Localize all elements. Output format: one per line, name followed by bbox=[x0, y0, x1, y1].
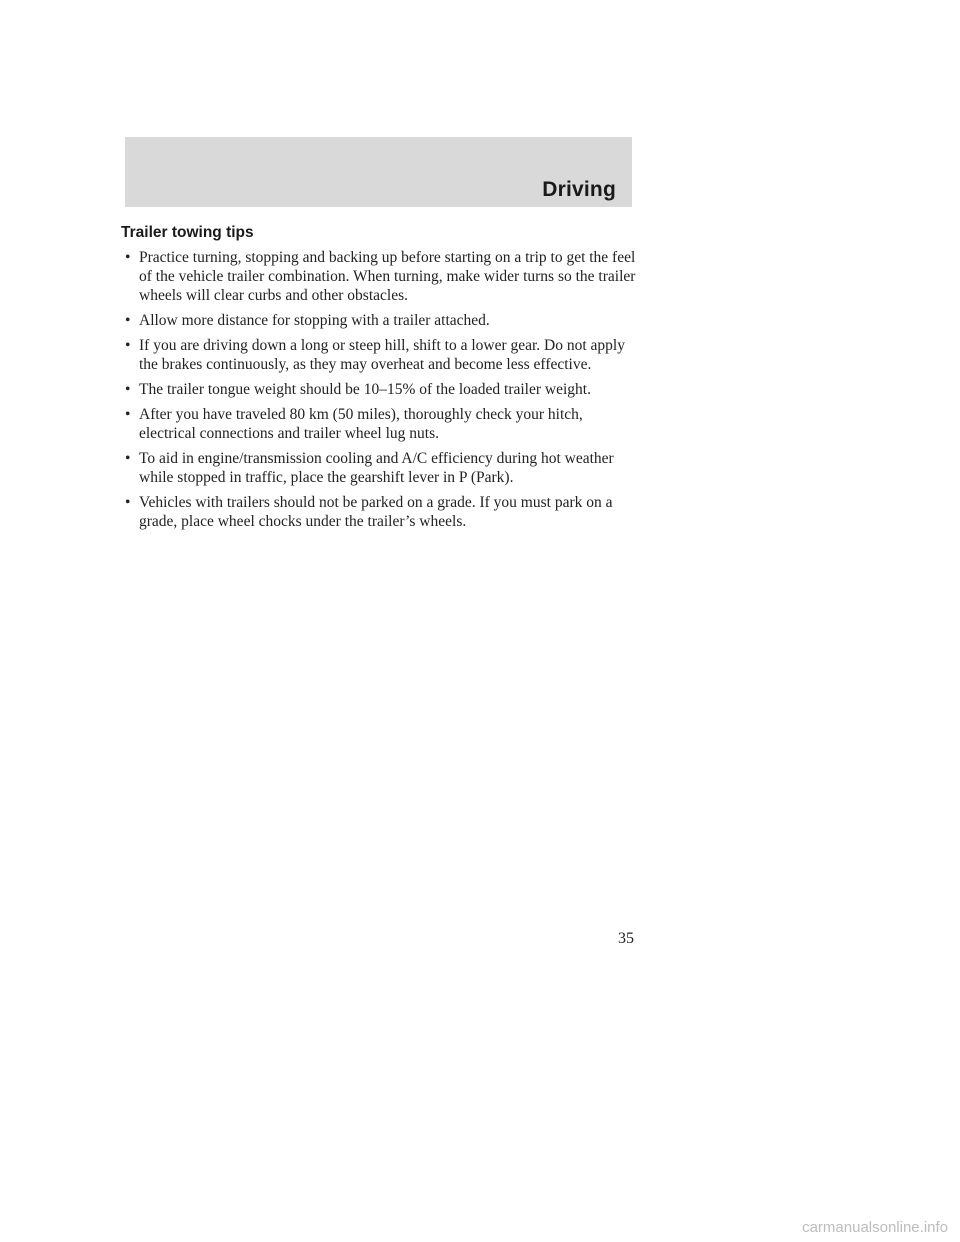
bullet-icon: • bbox=[125, 381, 131, 398]
chapter-header-band bbox=[125, 137, 632, 207]
bullet-icon: • bbox=[125, 249, 131, 266]
list-item bbox=[121, 380, 641, 399]
section-heading: Trailer towing tips bbox=[121, 224, 254, 241]
main-content bbox=[121, 223, 641, 537]
bullet-icon: • bbox=[125, 406, 131, 423]
list-item bbox=[121, 336, 641, 374]
bullet-icon: • bbox=[125, 450, 131, 467]
tip-text: The trailer tongue weight should be 10–15% of the loaded trailer weight. bbox=[139, 381, 591, 398]
page-number: 35 bbox=[618, 930, 634, 947]
watermark-link[interactable]: carmanualsonline.info bbox=[802, 1219, 948, 1236]
bullet-icon: • bbox=[125, 494, 131, 511]
tip-text: Vehicles with trailers should not be parked on a grade. If you must park on a grade, place wheel chocks under the trailer’s wheels. bbox=[139, 494, 613, 530]
list-item bbox=[121, 405, 641, 443]
tip-text: To aid in engine/transmission cooling and A/C efficiency during hot weather while stopped in traffic, place the gearshift lever in P (Park). bbox=[139, 450, 614, 486]
chapter-title: Driving bbox=[542, 178, 616, 201]
bullet-icon: • bbox=[125, 337, 131, 354]
list-item bbox=[121, 311, 641, 330]
tip-text: If you are driving down a long or steep hill, shift to a lower gear. Do not apply the brakes continuously, as they may overheat and become less effective. bbox=[139, 337, 625, 373]
tip-text: Allow more distance for stopping with a trailer attached. bbox=[139, 312, 490, 329]
bullet-icon: • bbox=[125, 312, 131, 329]
list-item bbox=[121, 493, 641, 531]
list-item bbox=[121, 449, 641, 487]
tips-list bbox=[121, 248, 641, 531]
list-item bbox=[121, 248, 641, 305]
tip-text: After you have traveled 80 km (50 miles), thoroughly check your hitch, electrical connections and trailer wheel lug nuts. bbox=[139, 406, 583, 442]
tip-text: Practice turning, stopping and backing up before starting on a trip to get the feel of the vehicle trailer combination. When turning, make wider turns so the trailer wheels will clear curbs and other obstacles. bbox=[139, 249, 636, 304]
